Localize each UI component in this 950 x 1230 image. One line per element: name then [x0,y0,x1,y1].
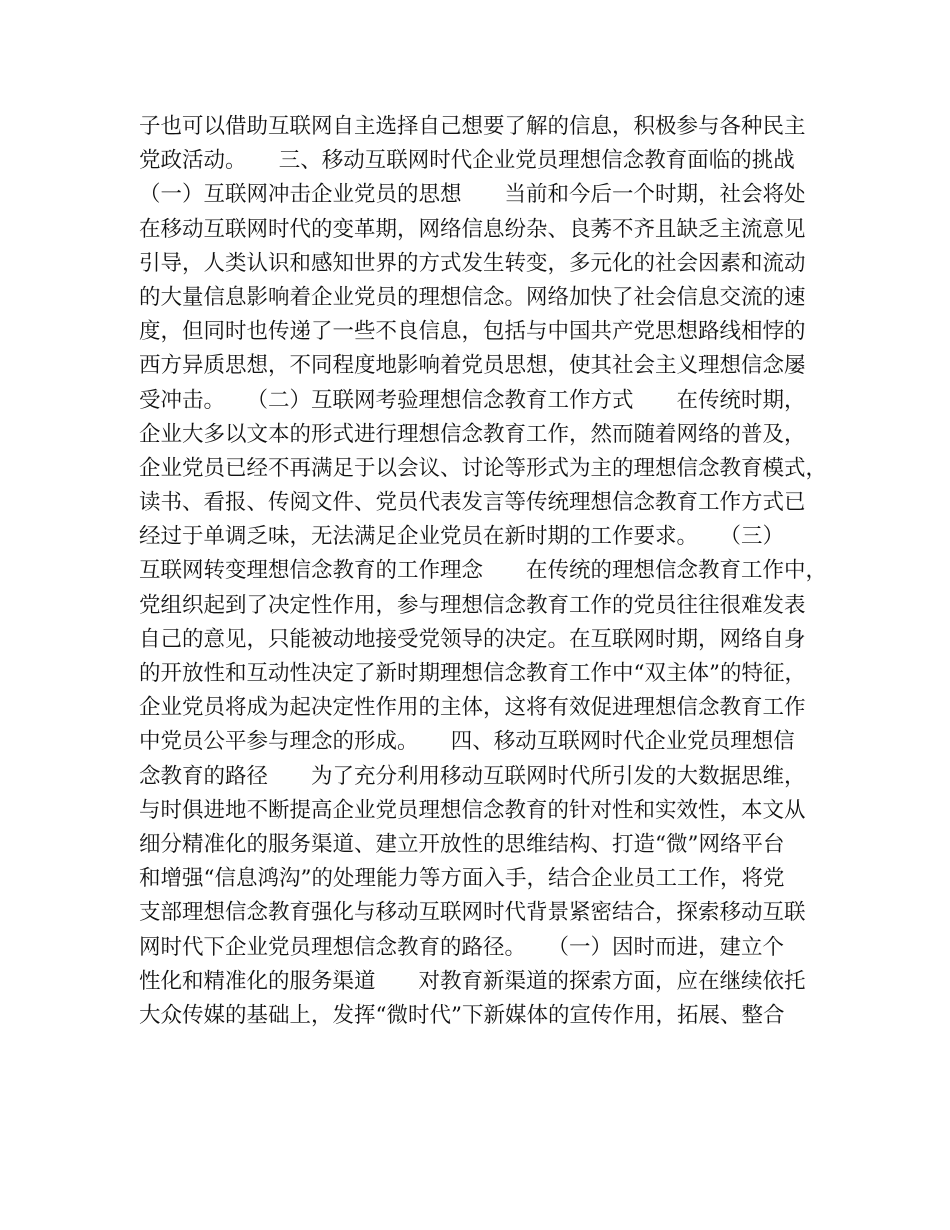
text-line: 读书、看报、传阅文件、党员代表发言等传统理想信念教育工作方式已 [139,490,806,516]
text-line: 企业党员将成为起决定性作用的主体，这将有效促进理想信念教育工作 [139,695,806,721]
text-line: 党组织起到了决定性作用，参与理想信念教育工作的党员往往很难发表 [139,592,806,618]
text-line: 细分精准化的服务渠道、建立开放性的思维结构、打造“微”网络平台 [139,831,785,857]
text-line: 与时俱进地不断提高企业党员理想信念教育的针对性和实效性，本文从 [139,797,806,823]
text-line: 中党员公平参与理念的形成。 四、移动互联网时代企业党员理想信 [139,729,795,755]
text-line: 和增强“信息鸿沟”的处理能力等方面入手，结合企业员工工作，将党 [139,866,785,892]
text-line: 的大量信息影响着企业党员的理想信念。网络加快了社会信息交流的速 [139,284,806,310]
text-line: 支部理想信念教育强化与移动互联网时代背景紧密结合，探索移动互联 [139,900,806,926]
text-line: 性化和精准化的服务渠道 对教育新渠道的探索方面，应在继续依托 [139,968,806,994]
text-line: 企业大多以文本的形式进行理想信念教育工作，然而随着网络的普及， [139,421,806,447]
text-line: 度，但同时也传递了一些不良信息，包括与中国共产党思想路线相悖的 [139,319,806,345]
text-line: 受冲击。 （二）互联网考验理想信念教育工作方式 在传统时期， [139,387,806,413]
text-line: 的开放性和互动性决定了新时期理想信念教育工作中“双主体”的特征， [139,661,806,686]
text-line: 网时代下企业党员理想信念教育的路径。 （一）因时而进，建立个 [139,934,785,960]
body-text [139,110,829,1033]
text-line: 企业党员已经不再满足于以会议、讨论等形式为主的理想信念教育模式， [139,455,828,481]
text-line: 大众传媒的基础上，发挥“微时代”下新媒体的宣传作用，拓展、整合 [139,1002,785,1028]
text-line: 互联网转变理想信念教育的工作理念 在传统的理想信念教育工作中， [139,558,828,584]
text-line: 西方异质思想，不同程度地影响着党员思想，使其社会主义理想信念屡 [139,353,806,379]
text-line: 念教育的路径 为了充分利用移动互联网时代所引发的大数据思维， [139,763,806,789]
text-line: 在移动互联网时代的变革期，网络信息纷杂、良莠不齐且缺乏主流意见 [139,216,806,242]
text-line: 经过于单调乏味，无法满足企业党员在新时期的工作要求。 （三） [139,524,785,550]
text-line: 引导，人类认识和感知世界的方式发生转变，多元化的社会因素和流动 [139,250,806,276]
text-line: 自己的意见，只能被动地接受党领导的决定。在互联网时期，网络自身 [139,626,806,652]
text-line: （一）互联网冲击企业党员的思想 当前和今后一个时期，社会将处 [139,182,806,208]
text-line: 子也可以借助互联网自主选择自己想要了解的信息，积极参与各种民主 [139,114,806,139]
text-line: 党政活动。 三、移动互联网时代企业党员理想信念教育面临的挑战 [139,148,795,174]
